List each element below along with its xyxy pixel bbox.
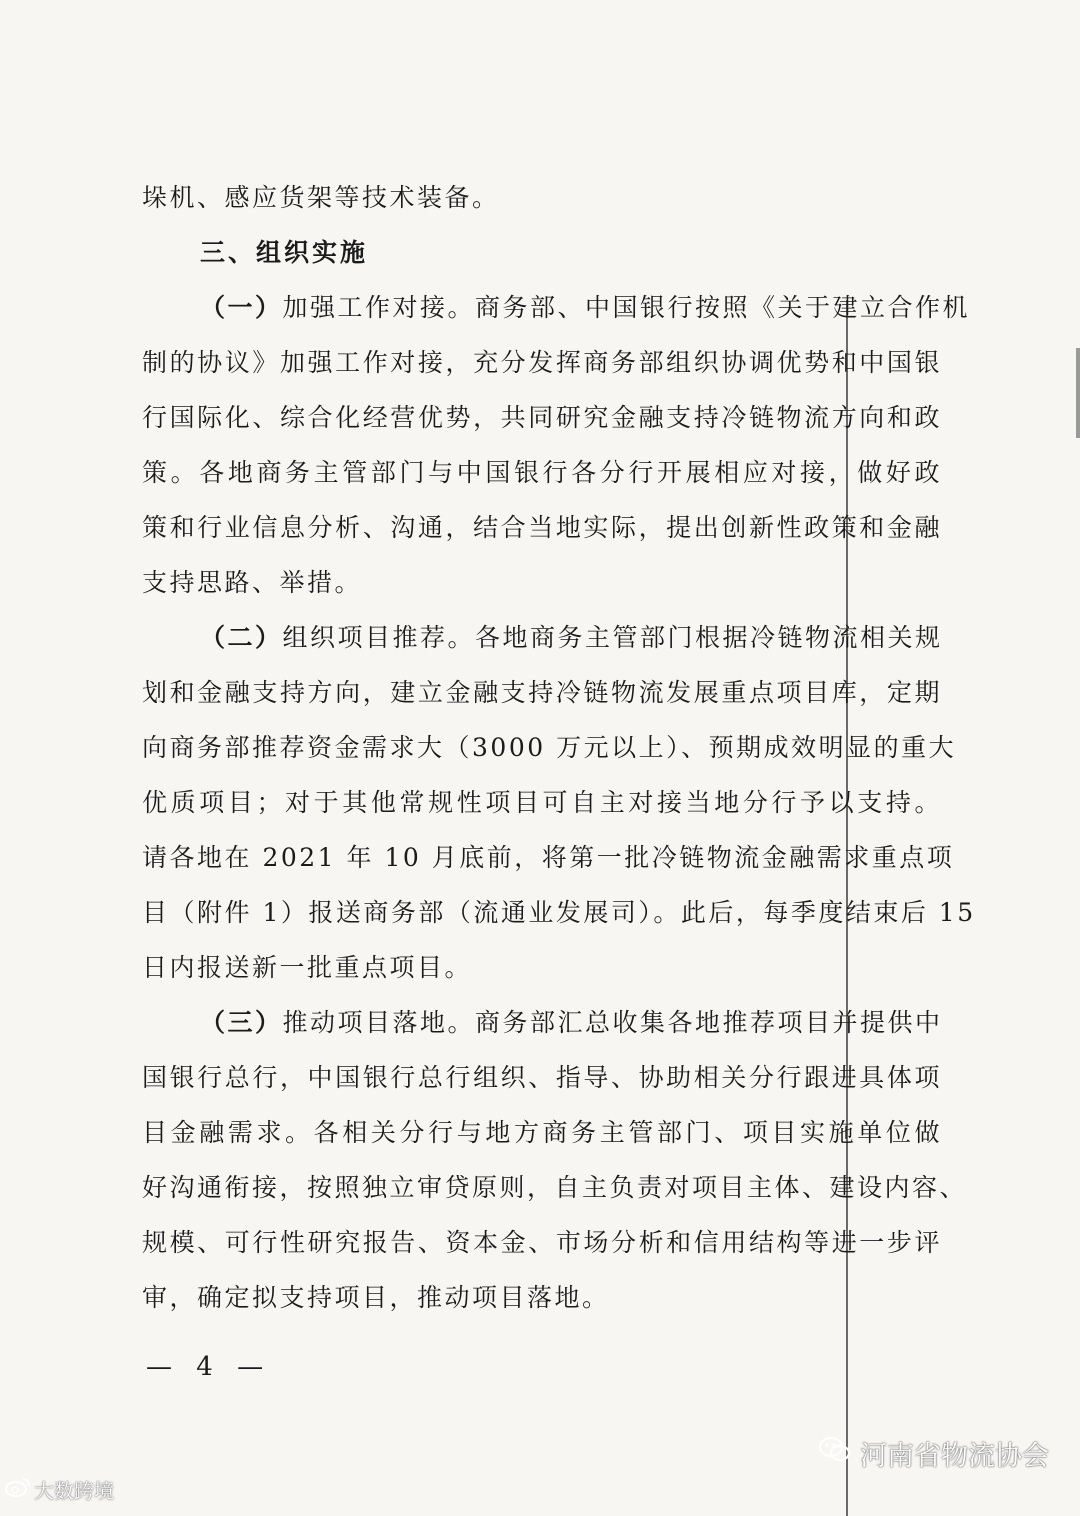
body-line: 日内报送新一批重点项目。 [142, 953, 473, 982]
body-line [142, 280, 971, 335]
scan-edge-mark [1076, 348, 1080, 438]
body-line: 向商务部推荐资金需求大（3000 万元以上）、预期成效明显的重大 [142, 733, 957, 762]
body-line: 划和金融支持方向，建立金融支持冷链物流发展重点项目库，定期 [142, 678, 942, 707]
body-line: 策和行业信息分析、沟通，结合当地实际，提出创新性政策和金融 [142, 513, 942, 542]
page-number: — 4 — [146, 1352, 272, 1382]
subheading-number: （三） [200, 1008, 283, 1037]
watermark-left [4, 1475, 114, 1504]
body-line: 策。各地商务主管部门与中国银行各分行开展相应对接，做好政 [142, 458, 942, 487]
body-line: 审，确定拟支持项目，推动项目落地。 [142, 1283, 610, 1312]
body-line: 垛机、感应货架等技术装备。 [142, 183, 500, 212]
subheading-text: 组织项目推荐。各地商务主管部门根据冷链物流相关规 [282, 623, 943, 652]
watermark-left-text: 大数跨境 [34, 1479, 114, 1503]
watermark-right [818, 1434, 1049, 1473]
weibo-logo-icon [4, 1476, 32, 1503]
section-heading: 三、组织实施 [200, 238, 369, 267]
body-line: 目金融需求。各相关分行与地方商务主管部门、项目实施单位做 [142, 1118, 942, 1147]
body-line [142, 610, 942, 665]
document-body [142, 170, 976, 1325]
body-line: 规模、可行性研究报告、资本金、市场分析和信用结构等进一步评 [142, 1228, 942, 1257]
body-line: 支持思路、举措。 [142, 568, 363, 597]
subheading-text: 加强工作对接。商务部、中国银行按照《关于建立合作机 [282, 293, 971, 322]
wechat-logo-icon [818, 1435, 852, 1472]
subheading-text: 推动项目落地。商务部汇总收集各地推荐项目并提供中 [282, 1008, 943, 1037]
subheading-number: （一） [200, 293, 283, 322]
body-line: 目（附件 1）报送商务部（流通业发展司）。此后，每季度结束后 15 [142, 898, 976, 927]
body-line: 国银行总行，中国银行总行组织、指导、协助相关分行跟进具体项 [142, 1063, 942, 1092]
body-line: 优质项目；对于其他常规性项目可自主对接当地分行予以支持。 [142, 788, 942, 817]
subheading-number: （二） [200, 623, 283, 652]
body-line: 行国际化、综合化经营优势，共同研究金融支持冷链物流方向和政 [142, 403, 942, 432]
body-line [142, 995, 942, 1050]
watermark-right-text: 河南省物流协会 [860, 1441, 1049, 1472]
body-line: 制的协议》加强工作对接，充分发挥商务部组织协调优势和中国银 [142, 348, 942, 377]
body-line: 请各地在 2021 年 10 月底前，将第一批冷链物流金融需求重点项 [142, 843, 955, 872]
body-line: 好沟通衔接，按照独立审贷原则，自主负责对项目主体、建设内容、 [142, 1173, 968, 1202]
